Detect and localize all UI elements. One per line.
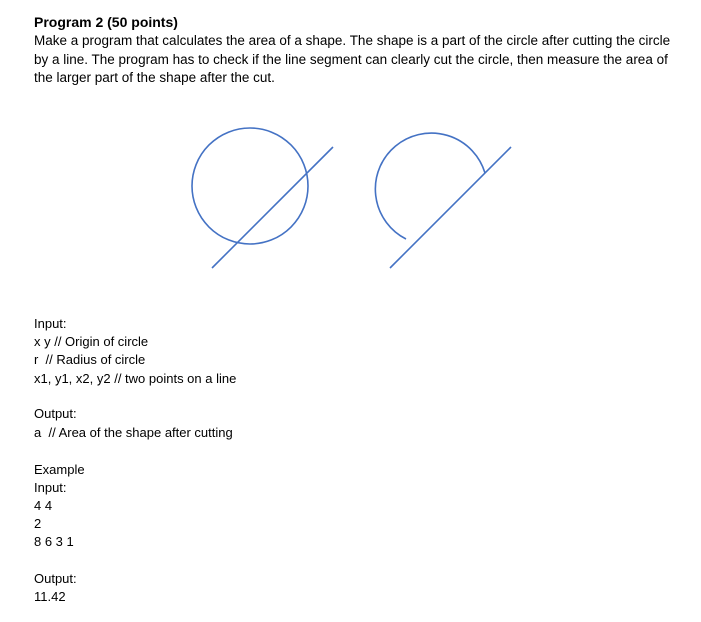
example-input-line-1: 4 4 bbox=[34, 498, 53, 513]
output-line-area: a // Area of the shape after cutting bbox=[34, 425, 233, 440]
input-heading: Input: bbox=[34, 316, 67, 331]
output-heading: Output: bbox=[34, 406, 77, 421]
cutting-line-right bbox=[390, 147, 511, 268]
input-line-origin: x y // Origin of circle bbox=[34, 334, 149, 349]
program-title: Program 2 (50 points) bbox=[34, 14, 178, 30]
cut-circle-shape bbox=[375, 133, 485, 239]
example-output-heading: Output: bbox=[34, 571, 77, 586]
example-heading: Example bbox=[34, 462, 85, 477]
full-circle bbox=[192, 128, 308, 244]
example-input-heading: Input: bbox=[34, 480, 67, 495]
input-line-points: x1, y1, x2, y2 // two points on a line bbox=[34, 371, 237, 386]
program-description: Make a program that calculates the area of a shape. The shape is a part of the circle after cutting the circle by a line. The program has to check if the line segment can clearly cut the circle, then measure the area of the larger part of the shape after the cut. bbox=[34, 33, 671, 85]
example-output-value: 11.42 bbox=[34, 589, 66, 604]
input-line-radius: r // Radius of circle bbox=[34, 352, 146, 367]
cutting-line-left bbox=[212, 147, 333, 268]
example-input-line-2: 2 bbox=[34, 516, 42, 531]
example-input-line-3: 8 6 3 1 bbox=[34, 534, 74, 549]
